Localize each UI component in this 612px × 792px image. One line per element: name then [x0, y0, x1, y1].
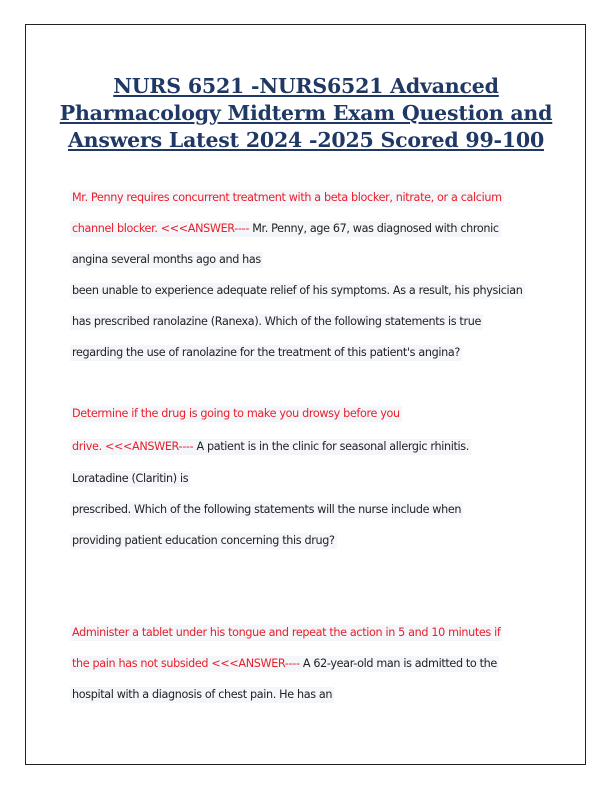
q3-answer-line-1: Administer a tablet under his tongue and repeat the action in 5 and 10 minutes if [72, 626, 501, 639]
q2-line-2 [70, 439, 471, 455]
q3-answer-line-2: the pain has not subsided <<<ANSWER---- [72, 657, 300, 670]
title-line-1: NURS 6521 -NURS6521 Advanced [113, 74, 499, 98]
q1-question-line-5: has prescribed ranolazine (Ranexa). Which of the following statements is true [72, 315, 481, 328]
q1-answer-line-1: Mr. Penny requires concurrent treatment with a beta blocker, nitrate, or a calcium [72, 191, 502, 204]
title-line-3: Answers Latest 2024 -2025 Scored 99-100 [67, 128, 545, 152]
q1-line-2 [70, 221, 501, 237]
q3-line-2 [70, 656, 499, 672]
q1-question-line-6: regarding the use of ranolazine for the treatment of this patient's angina? [72, 346, 460, 359]
q2-question-line-3: Loratadine (Claritin) is [72, 472, 189, 485]
q2-question-start: A patient is in the clinic for seasonal allergic rhinitis. [193, 440, 469, 453]
title-line-2: Pharmacology Midterm Exam Question and [59, 101, 553, 125]
q2-question-line-5: providing patient education concerning this drug? [72, 534, 335, 547]
q3-question-line-3: hospital with a diagnosis of chest pain. He has an [72, 688, 333, 701]
q1-question-line-3: angina several months ago and has [72, 253, 261, 266]
q3-question-start: A 62-year-old man is admitted to the [299, 657, 497, 670]
q1-answer-line-2: channel blocker. <<<ANSWER---- [72, 222, 250, 235]
q2-answer-line-2: drive. <<<ANSWER---- [72, 440, 194, 453]
q2-question-line-4: prescribed. Which of the following statements will the nurse include when [72, 503, 462, 516]
q1-question-start: Mr. Penny, age 67, was diagnosed with chronic [249, 222, 499, 235]
q1-question-line-4: been unable to experience adequate relief of his symptoms. As a result, his physician [72, 284, 523, 297]
document-title [40, 73, 572, 154]
q2-answer-line-1: Determine if the drug is going to make you drowsy before you [72, 407, 400, 420]
